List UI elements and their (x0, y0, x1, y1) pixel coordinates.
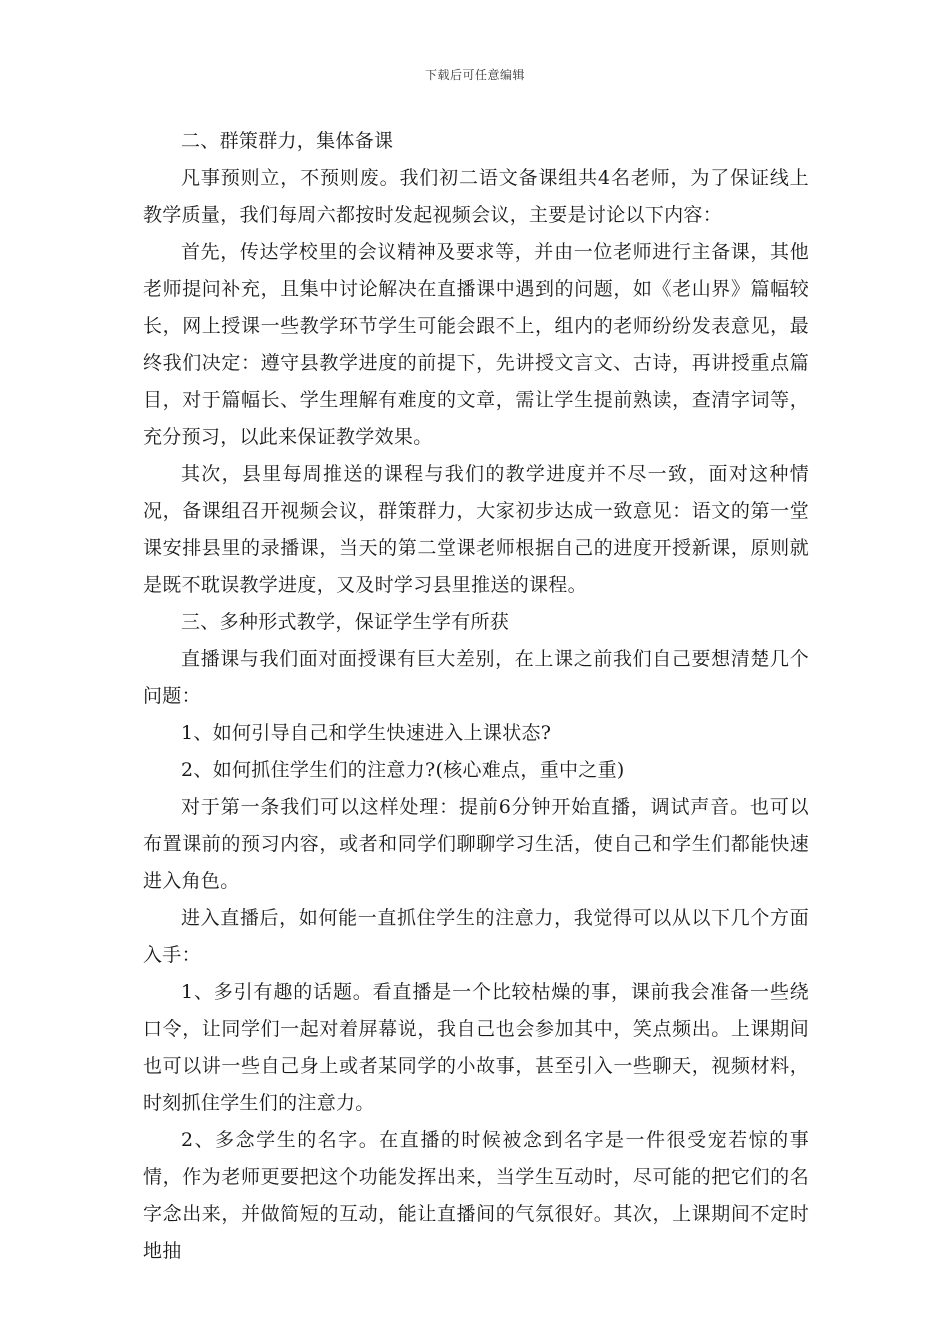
paragraph: 直播课与我们面对面授课有巨大差别，在上课之前我们自己要想清楚几个问题： (143, 648, 809, 707)
paragraph: 凡事预则立，不预则废。我们初二语文备课组共4名老师，为了保证线上教学质量，我们每周六都按时发起视频会议，主要是讨论以下内容： (143, 167, 809, 226)
paragraph: 首先，传达学校里的会议精神及要求等，并由一位老师进行主备课，其他老师提问补充，且集中讨论解决在直播课中遇到的问题，如《老山界》篇幅较长，网上授课一些教学环节学生可能会跟不上，组内的老师纷纷发表意见，最终我们决定：遵守县教学进度的前提下，先讲授文言文、古诗，再讲授重点篇目，对于篇幅长、学生理解有难度的文章，需让学生提前熟读，查清字词等，充分预习，以此来保证教学效果。 (143, 241, 809, 448)
list-item: 1、如何引导自己和学生快速进入上课状态? (181, 722, 552, 744)
list-item: 2、如何抓住学生们的注意力?(核心难点，重中之重) (181, 759, 625, 781)
paragraph: 对于第一条我们可以这样处理：提前6分钟开始直播，调试声音。也可以布置课前的预习内容，或者和同学们聊聊学习生活，使自己和学生们都能快速进入角色。 (143, 796, 809, 892)
paragraph: 进入直播后，如何能一直抓住学生的注意力，我觉得可以从以下几个方面入手： (143, 907, 809, 966)
section-heading-3: 三、多种形式教学，保证学生学有所获 (181, 611, 510, 633)
list-item: 1、多引有趣的话题。看直播是一个比较枯燥的事，课前我会准备一些绕口令，让同学们一起对着屏幕说，我自己也会参加其中，笑点频出。上课期间也可以讲一些自己身上或者某同学的小故事，甚至引入一些聊天，视频材料，时刻抓住学生们的注意力。 (143, 981, 809, 1114)
list-item: 2、多念学生的名字。在直播的时候被念到名字是一件很受宠若惊的事情，作为老师更要把这个功能发挥出来，当学生互动时，尽可能的把它们的名字念出来，并做简短的互动，能让直播间的气氛很好。其次，上课期间不定时地抽 (143, 1129, 809, 1262)
document-body (143, 123, 809, 1270)
paragraph: 其次，县里每周推送的课程与我们的教学进度并不尽一致，面对这种情况，备课组召开视频会议，群策群力，大家初步达成一致意见：语文的第一堂课安排县里的录播课，当天的第二堂课老师根据自己的进度开授新课，原则就是既不耽误教学进度，又及时学习县里推送的课程。 (143, 463, 809, 596)
section-heading-2: 二、群策群力，集体备课 (181, 130, 394, 152)
page-header: 下载后可任意编辑 (424, 68, 525, 82)
